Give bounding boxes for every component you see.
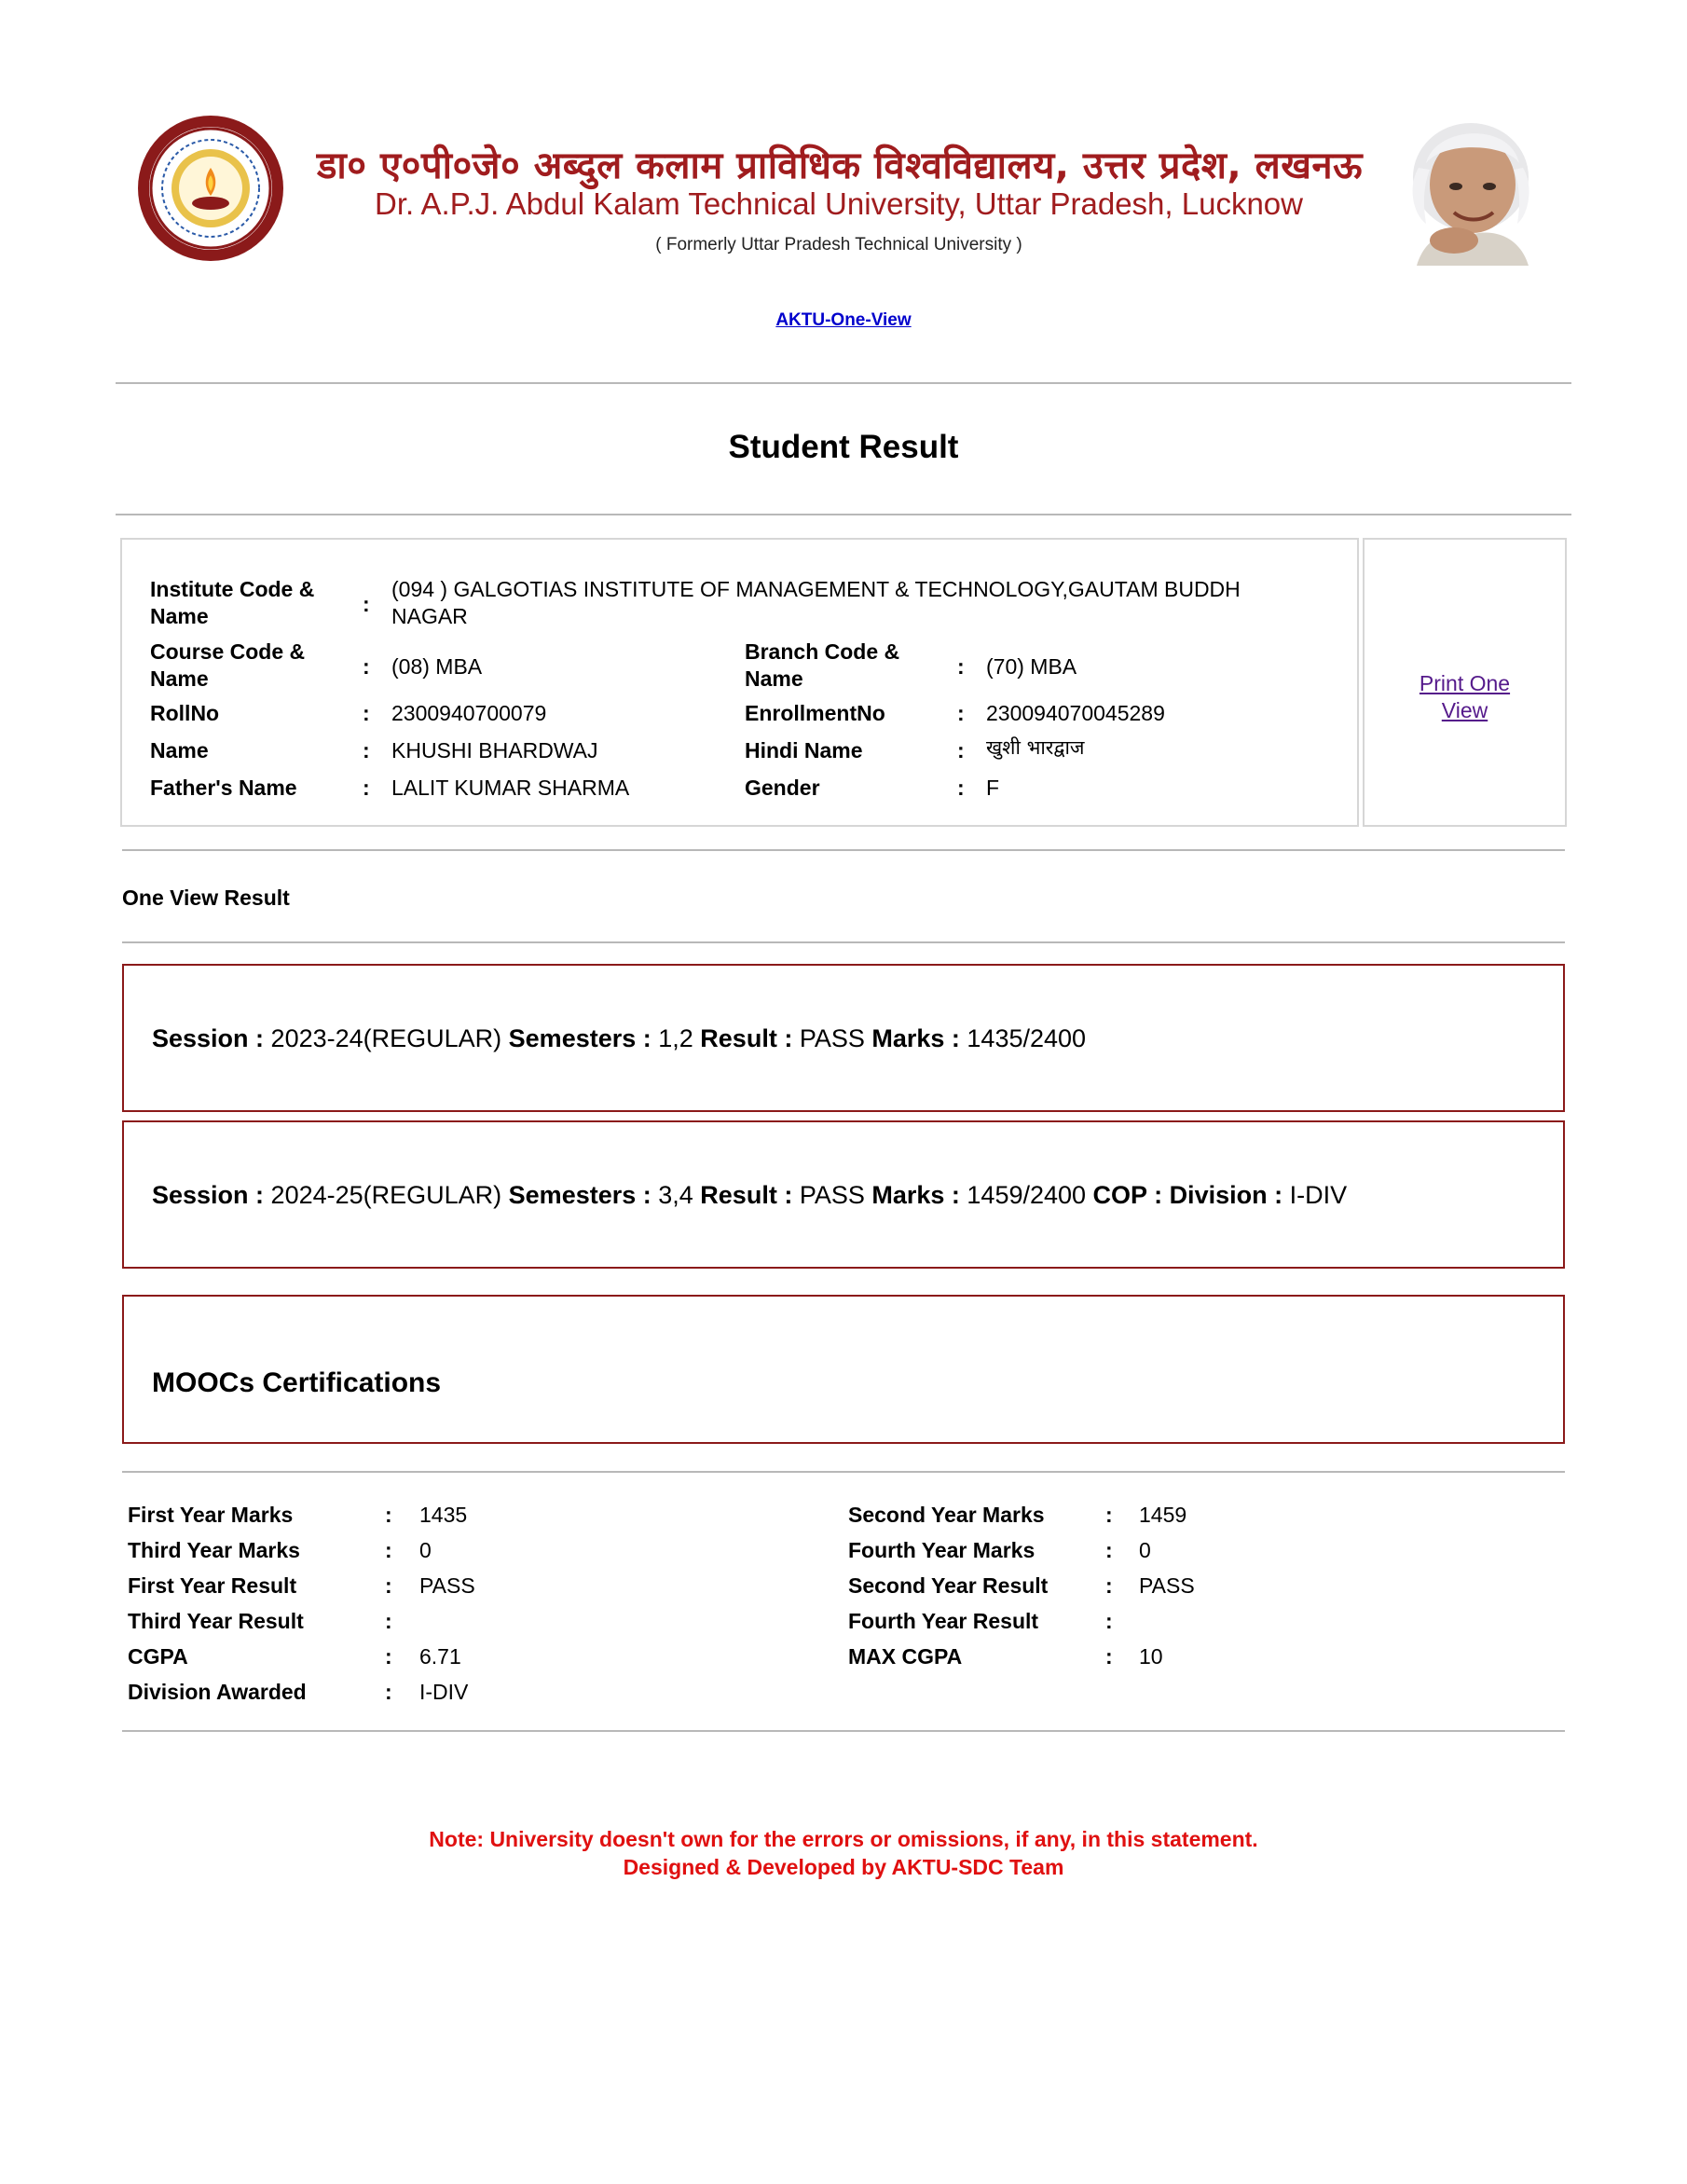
first-year-marks-label: First Year Marks [128, 1503, 294, 1527]
first-year-result-label: First Year Result [128, 1573, 297, 1598]
colon: : [1105, 1609, 1113, 1633]
print-panel [1363, 538, 1567, 827]
colon: : [957, 738, 965, 762]
colon: : [1105, 1644, 1113, 1669]
colon: : [1105, 1538, 1113, 1562]
division-label: Division : [1169, 1181, 1290, 1209]
result-label: Result : [700, 1181, 800, 1209]
second-year-result-label: Second Year Result [848, 1573, 1049, 1598]
course-label [150, 639, 305, 693]
university-subtitle: ( Formerly Uttar Pradesh Technical University ) [655, 235, 1022, 254]
aktu-one-view-link[interactable]: AKTU-One-View [775, 310, 912, 330]
course-label-line1: Course Code & [150, 639, 306, 664]
name-value: KHUSHI BHARDWAJ [391, 738, 598, 762]
marks-label: Marks : [871, 1024, 967, 1052]
institute-value-line1: (094 ) GALGOTIAS INSTITUTE OF MANAGEMENT & TECHNOLOGY,GAUTAM BUDDH [391, 577, 1241, 601]
print-one-view-link[interactable] [1365, 670, 1565, 724]
result-label: Result : [700, 1024, 800, 1052]
divider [116, 382, 1571, 384]
colon: : [1105, 1573, 1113, 1598]
fourth-year-marks-value: 0 [1139, 1538, 1151, 1562]
course-value: (08) MBA [391, 654, 483, 679]
fourth-year-result-label: Fourth Year Result [848, 1609, 1039, 1633]
marks-label: Marks : [871, 1181, 967, 1209]
max-cgpa-value: 10 [1139, 1644, 1163, 1669]
max-cgpa-label: MAX CGPA [848, 1644, 963, 1669]
division-awarded-value: I-DIV [419, 1680, 469, 1704]
semesters-value: 1,2 [658, 1024, 701, 1052]
enrollment-value: 230094070045289 [986, 701, 1165, 725]
second-year-result-value: PASS [1139, 1573, 1195, 1598]
third-year-marks-value: 0 [419, 1538, 432, 1562]
print-link-line1[interactable]: Print One [1419, 671, 1511, 695]
university-logo-icon [136, 114, 285, 263]
semesters-label: Semesters : [508, 1181, 659, 1209]
third-year-marks-label: Third Year Marks [128, 1538, 300, 1562]
result-value: PASS [799, 1024, 872, 1052]
branch-label [745, 639, 899, 693]
divider [122, 1471, 1565, 1473]
session-card [122, 1120, 1565, 1269]
session-label: Session : [152, 1024, 271, 1052]
moocs-title: MOOCs Certifications [152, 1367, 442, 1398]
course-label-line2: Name [150, 666, 209, 691]
marks-value: 1435/2400 [967, 1024, 1087, 1052]
semesters-value: 3,4 [658, 1181, 701, 1209]
first-year-result-value: PASS [419, 1573, 475, 1598]
name-label: Name [150, 738, 209, 762]
branch-label-line2: Name [745, 666, 803, 691]
gender-value: F [986, 776, 1000, 800]
colon: : [1105, 1503, 1113, 1527]
hindi-name-value: खुशी भारद्वाज [986, 736, 1085, 759]
session-label: Session : [152, 1181, 271, 1209]
fourth-year-marks-label: Fourth Year Marks [848, 1538, 1036, 1562]
institute-label-line2: Name [150, 604, 209, 628]
divider [122, 849, 1565, 851]
institute-value-line2: NAGAR [391, 604, 468, 628]
one-view-result-heading: One View Result [122, 886, 290, 910]
second-year-marks-value: 1459 [1139, 1503, 1187, 1527]
division-awarded-label: Division Awarded [128, 1680, 307, 1704]
father-name-label: Father's Name [150, 776, 297, 800]
developer-credit: Designed & Developed by AKTU-SDC Team [623, 1855, 1064, 1879]
colon: : [957, 654, 965, 679]
enrollment-label: EnrollmentNo [745, 701, 885, 725]
colon: : [385, 1538, 392, 1562]
colon: : [385, 1609, 392, 1633]
university-title-english: Dr. A.P.J. Abdul Kalam Technical University, Uttar Pradesh, Lucknow [375, 186, 1303, 221]
cgpa-label: CGPA [128, 1644, 188, 1669]
colon: : [957, 701, 965, 725]
disclaimer-note: Note: University doesn't own for the errors or omissions, if any, in this statement. [429, 1827, 1258, 1851]
institute-value [391, 576, 1241, 630]
page-title: Student Result [728, 429, 959, 465]
branch-label-line1: Branch Code & [745, 639, 900, 664]
print-link-line2[interactable]: View [1441, 698, 1488, 722]
gender-label: Gender [745, 776, 820, 800]
divider [116, 514, 1571, 515]
portrait-image-icon [1389, 112, 1547, 266]
session-card [122, 964, 1565, 1112]
colon: : [957, 776, 965, 800]
marks-value: 1459/2400 [967, 1181, 1093, 1209]
session-summary [152, 1181, 1347, 1210]
university-title-hindi: डा० ए०पी०जे० अब्दुल कलाम प्राविधिक विश्वविद्यालय, उत्तर प्रदेश, लखनऊ [317, 144, 1364, 187]
divider [122, 941, 1565, 943]
cop-label: COP : [1092, 1181, 1170, 1209]
colon: : [385, 1573, 392, 1598]
first-year-marks-value: 1435 [419, 1503, 468, 1527]
moocs-card [122, 1295, 1565, 1444]
institute-label [150, 576, 314, 630]
second-year-marks-label: Second Year Marks [848, 1503, 1045, 1527]
father-name-value: LALIT KUMAR SHARMA [391, 776, 630, 800]
third-year-result-label: Third Year Result [128, 1609, 304, 1633]
colon: : [363, 776, 370, 800]
colon: : [385, 1644, 392, 1669]
rollno-label: RollNo [150, 701, 220, 725]
colon: : [385, 1503, 392, 1527]
colon: : [363, 701, 370, 725]
semesters-label: Semesters : [508, 1024, 659, 1052]
student-info-panel [120, 538, 1359, 827]
division-value: I-DIV [1289, 1181, 1348, 1209]
colon: : [363, 654, 370, 679]
page-header [0, 0, 1687, 330]
colon: : [363, 592, 370, 616]
colon: : [363, 738, 370, 762]
branch-value: (70) MBA [986, 654, 1077, 679]
rollno-value: 2300940700079 [391, 701, 547, 725]
cgpa-value: 6.71 [419, 1644, 461, 1669]
colon: : [385, 1680, 392, 1704]
divider [122, 1730, 1565, 1732]
session-value: 2023-24(REGULAR) [270, 1024, 509, 1052]
session-value: 2024-25(REGULAR) [270, 1181, 509, 1209]
institute-label-line1: Institute Code & [150, 577, 315, 601]
result-value: PASS [799, 1181, 872, 1209]
hindi-name-label: Hindi Name [745, 738, 863, 762]
session-summary [152, 1024, 1086, 1053]
